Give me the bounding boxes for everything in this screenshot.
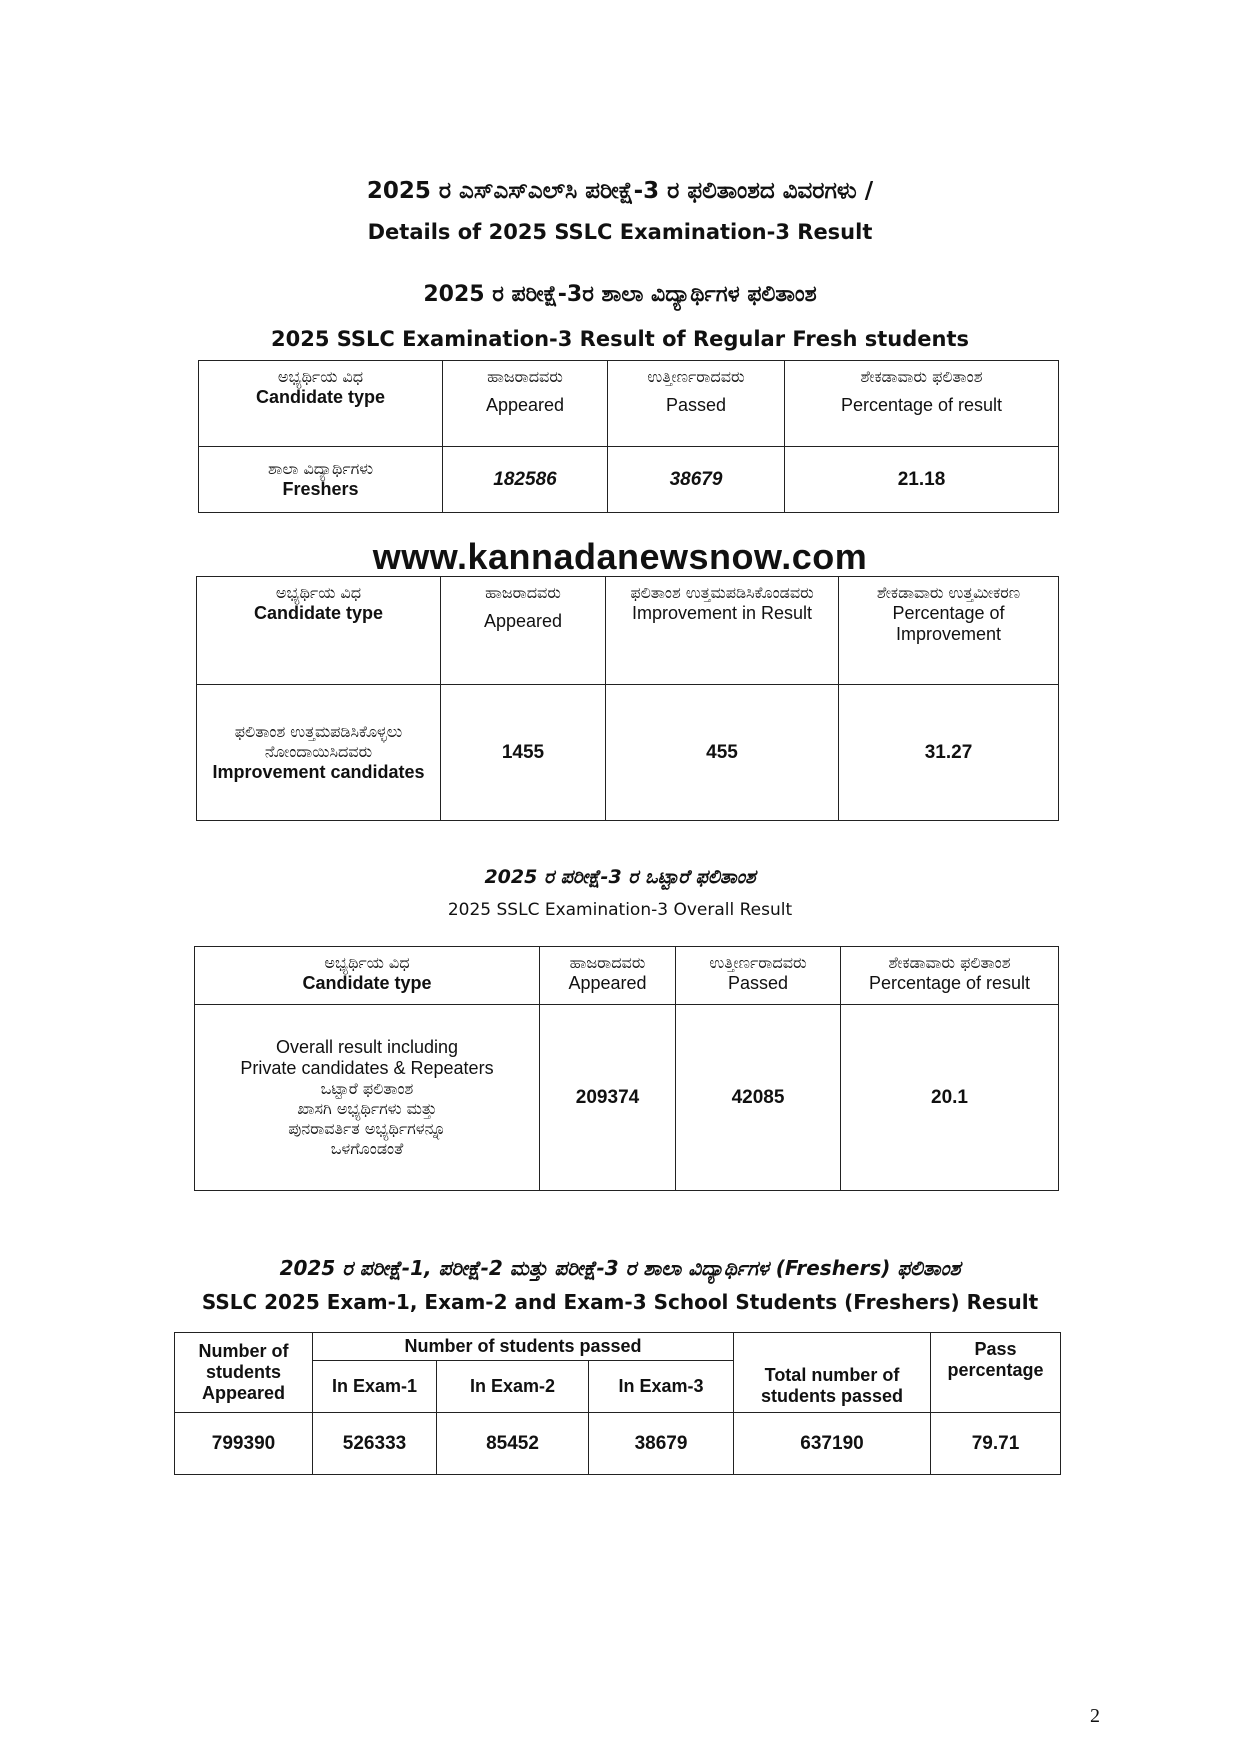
header-pass-percentage: Pass percentage (931, 1333, 1061, 1413)
section3-title-english: 2025 SSLC Examination-3 Overall Result (447, 900, 793, 920)
freshers-result-table (198, 360, 1059, 513)
header-appeared: ಹಾಜರಾದವರು Appeared (540, 947, 676, 1005)
header-candidate-type: ಅಭ್ಯರ್ಥಿಯ ವಿಧ Candidate type (195, 947, 540, 1005)
cell-appeared: 799390 (175, 1413, 313, 1475)
section4-title-english: SSLC 2025 Exam-1, Exam-2 and Exam-3 School Students (Freshers) Result (201, 1290, 1039, 1314)
section1-title-kannada: 2025 ರ ಪರೀಕ್ಷೆ-3ರ ಶಾಲಾ ವಿದ್ಯಾರ್ಥಿಗಳ ಫಲಿತಾಂಶ (423, 282, 817, 307)
header-appeared: ಹಾಜರಾದವರು Appeared (441, 577, 606, 685)
cell-exam-3: 38679 (589, 1413, 734, 1475)
main-title-kannada: 2025 ರ ಎಸ್‌ಎಸ್‌ಎಲ್‌ಸಿ ಪರೀಕ್ಷೆ-3 ರ ಫಲಿತಾಂಶದ ವಿವರಗಳು / (366, 178, 874, 204)
table-row (199, 447, 1059, 513)
header-exam-3: In Exam-3 (589, 1361, 734, 1413)
header-exam-1: In Exam-1 (313, 1361, 437, 1413)
cell-passed: 38679 (608, 447, 785, 513)
exam-summary-table (174, 1332, 1061, 1475)
header-passed: ಉತ್ತೀರ್ಣರಾದವರು Passed (608, 361, 785, 447)
header-candidate-type: ಅಭ್ಯರ್ಥಿಯ ವಿಧ Candidate type (197, 577, 441, 685)
table-row (175, 1413, 1061, 1475)
cell-improved: 455 (606, 685, 839, 821)
main-title-english: Details of 2025 SSLC Examination-3 Result (367, 220, 873, 244)
section1-title-english: 2025 SSLC Examination-3 Result of Regular Fresh students (270, 327, 969, 351)
header-candidate-type: ಅಭ್ಯರ್ಥಿಯ ವಿಧ Candidate type (199, 361, 443, 447)
table-row (197, 685, 1059, 821)
page-number: 2 (1090, 1705, 1100, 1727)
header-improvement: ಫಲಿತಾಂಶ ಉತ್ತಮಪಡಿಸಿಕೊಂಡವರು Improvement in Result (606, 577, 839, 685)
cell-percentage: 31.27 (839, 685, 1059, 821)
cell-pass-percentage: 79.71 (931, 1413, 1061, 1475)
header-percentage: ಶೇಕಡಾವಾರು ಫಲಿತಾಂಶ Percentage of result (785, 361, 1059, 447)
cell-appeared: 209374 (540, 1005, 676, 1191)
header-blank (734, 1333, 931, 1361)
header-passed: ಉತ್ತೀರ್ಣರಾದವರು Passed (676, 947, 841, 1005)
cell-candidate-type: Overall result including Private candidates & Repeaters ಒಟ್ಟಾರೆ ಫಲಿತಾಂಶ ಖಾಸಗಿ ಅಭ್ಯರ್ಥಿಗಳು ಮತ್ತು ಪುನರಾವರ್ತಿತ ಅಭ್ಯರ್ಥಿಗಳನ್ನೂ ಒಳಗೊಂಡಂತೆ (195, 1005, 540, 1191)
section3-title-kannada: 2025 ರ ಪರೀಕ್ಷೆ-3 ರ ಒಟ್ಟಾರೆ ಫಲಿತಾಂಶ (484, 866, 756, 888)
header-students-passed-group: Number of students passed (313, 1333, 734, 1361)
cell-appeared: 1455 (441, 685, 606, 821)
header-appeared: ಹಾಜರಾದವರು Appeared (443, 361, 608, 447)
header-total-passed: Total number of students passed (734, 1361, 931, 1413)
header-students-appeared: Number of students Appeared (175, 1333, 313, 1413)
header-percentage: ಶೇಕಡಾವಾರು ಫಲಿತಾಂಶ Percentage of result (841, 947, 1059, 1005)
cell-percentage: 21.18 (785, 447, 1059, 513)
table-row (195, 1005, 1059, 1191)
cell-percentage: 20.1 (841, 1005, 1059, 1191)
cell-candidate-type: ಫಲಿತಾಂಶ ಉತ್ತಮಪಡಿಸಿಕೊಳ್ಳಲು ನೋಂದಾಯಿಸಿದವರು Improvement candidates (197, 685, 441, 821)
header-exam-2: In Exam-2 (437, 1361, 589, 1413)
improvement-result-table (196, 576, 1059, 821)
cell-appeared: 182586 (443, 447, 608, 513)
overall-result-table (194, 946, 1059, 1191)
cell-total: 637190 (734, 1413, 931, 1475)
section4-title-kannada: 2025 ರ ಪರೀಕ್ಷೆ-1, ಪರೀಕ್ಷೆ-2 ಮತ್ತು ಪರೀಕ್ಷೆ-3 ರ ಶಾಲಾ ವಿದ್ಯಾರ್ಥಿಗಳ (Freshers) ಫಲಿತಾಂಶ (279, 1256, 961, 1280)
watermark: www.kannadanewsnow.com (372, 536, 868, 577)
header-percentage-improvement: ಶೇಕಡಾವಾರು ಉತ್ತಮೀಕರಣ Percentage of Improvement (839, 577, 1059, 685)
cell-passed: 42085 (676, 1005, 841, 1191)
cell-candidate-type: ಶಾಲಾ ವಿದ್ಯಾರ್ಥಿಗಳು Freshers (199, 447, 443, 513)
cell-exam-2: 85452 (437, 1413, 589, 1475)
cell-exam-1: 526333 (313, 1413, 437, 1475)
